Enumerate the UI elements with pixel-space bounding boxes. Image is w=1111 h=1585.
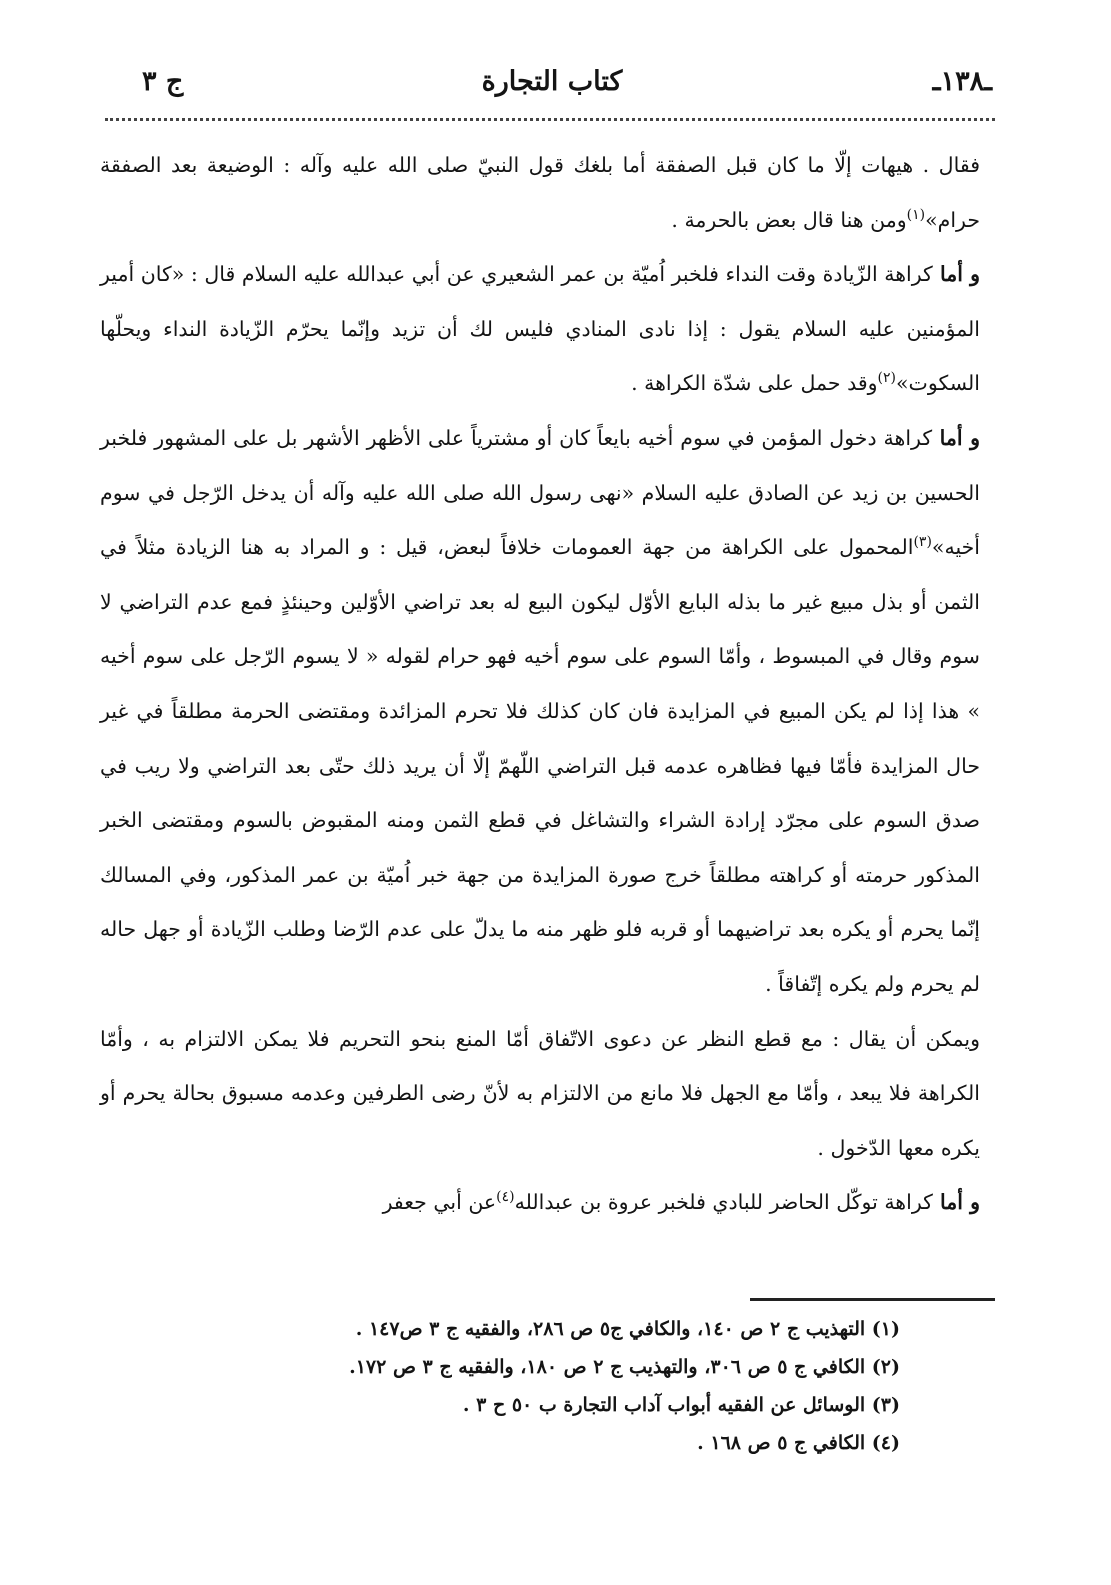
paragraph-lead: و أما <box>940 1190 980 1215</box>
footnote: (٢) الكافي ج ٥ ص ٣٠٦، والتهذيب ج ٢ ص ١٨٠، والفقيه ج ٣ ص ١٧٢. <box>349 1356 900 1378</box>
paragraph <box>100 1175 980 1230</box>
paragraph-text: كراهة الزّيادة وقت النداء فلخبر اُميّة بن عمر الشعيري عن أبي عبدالله عليه السلام قال : «كان أمير المؤمنين عليه السلام يقول : إذا نادى المنادي فليس لك أن تزيد وإنّما يحرّم الزّيادة النداء ويحلّها السكوت» <box>100 262 980 396</box>
footnote-ref: (١) <box>906 206 926 223</box>
footnote-ref: (٣) <box>913 534 932 551</box>
header-dotted-divider <box>105 118 995 121</box>
main-text <box>100 138 980 1230</box>
paragraph <box>100 247 980 411</box>
page-number: ـ١٣٨ـ <box>932 66 992 97</box>
book-title: كتاب التجارة <box>481 66 623 97</box>
paragraph-tail: وقد حمل على شدّة الكراهة . <box>631 371 878 396</box>
paragraph <box>100 1012 980 1176</box>
footnote-ref: (٢) <box>877 370 897 387</box>
paragraph-lead: و أما <box>939 425 980 450</box>
footnote: (٣) الوسائل عن الفقيه أبواب آداب التجارة ب ٥٠ ح ٣ . <box>462 1394 900 1416</box>
paragraph-tail: عن أبي جعفر <box>382 1190 497 1215</box>
paragraph-text: فقال . هيهات إلّا ما كان قبل الصفقة أما بلغك قول النبيّ صلى الله عليه وآله : الوضيعة بعد الصفقة حرام» <box>100 153 980 232</box>
volume-label: ج ٣ <box>142 66 184 97</box>
footnote-separator <box>750 1298 995 1301</box>
paragraph-tail: ومن هنا قال بعض بالحرمة . <box>671 207 907 232</box>
paragraph <box>100 138 980 247</box>
footnote: (١) التهذيب ج ٢ ص ١٤٠، والكافي ج٥ ص ٢٨٦، والفقيه ج ٣ ص١٤٧ . <box>355 1318 900 1340</box>
footnote: (٤) الكافي ج ٥ ص ١٦٨ . <box>697 1432 900 1454</box>
paragraph <box>100 411 980 1012</box>
paragraph-text: ويمكن أن يقال : مع قطع النظر عن دعوى الاتّفاق أمّا المنع بنحو التحريم فلا يمكن الالتزام به ، وأمّا الكراهة فلا يبعد ، وأمّا مع الجهل فلا مانع من الالتزام به لأنّ رضى الطرفين وعدمه مسبوق بحالة يحرم أو يكره معها الدّخول . <box>100 1026 980 1160</box>
paragraph-lead: و أما <box>940 262 981 287</box>
paragraph-text: كراهة توكّل الحاضر للبادي فلخبر عروة بن عبدالله <box>514 1190 933 1215</box>
page-header <box>112 66 992 116</box>
paragraph-tail: المحمول على الكراهة من جهة العمومات خلافاً لبعض، قيل : و المراد به هنا الزيادة مثلاً في الثمن أو بذل مبيع غير ما بذله البايع الأوّل ليكون البيع له بعد تراضي الأوّلين وحينئذٍ فمع عدم التراضي لا سوم وقال في المبسوط ، وأمّا السوم على سوم أخيه فهو حرام لقوله « لا يسوم الرّجل على سوم أخيه » هذا إذا لم يكن المبيع في المزايدة فان كان كذلك فلا تحرم المزائدة ومقتضى الحرمة مطلقاً في غير حال المزايدة فأمّا فيها فظاهره عدمه قبل التراضي اللّهمّ إلّا أن يريد ذلك حتّى بعد التراضي ولا ريب في صدق السوم على مجرّد إرادة الشراء والتشاغل في قطع الثمن ومنه المقبوض بالسوم ومقتضى الخبر المذكور حرمته أو كراهته مطلقاً خرج صورة المزايدة من جهة خبر اُميّة بن عمر المذكور، وفي المسالك إنّما يحرم أو يكره بعد تراضيهما أو قربه فلو ظهر منه ما يدلّ على عدم الرّضا وطلب الزّيادة أو جهل حاله لم يحرم ولم يكره إتّفاقاً . <box>100 535 980 996</box>
footnote-ref: (٤) <box>496 1189 515 1206</box>
footnotes <box>150 1310 900 1462</box>
paragraph-text: كراهة دخول المؤمن في سوم أخيه بايعاً كان أو مشترياً على الأظهر الأشهر بل على المشهور فلخبر الحسين بن زيد عن الصادق عليه السلام «نهى رسول الله صلى الله عليه وآله أن يدخل الرّجل في سوم أخيه» <box>100 425 980 560</box>
